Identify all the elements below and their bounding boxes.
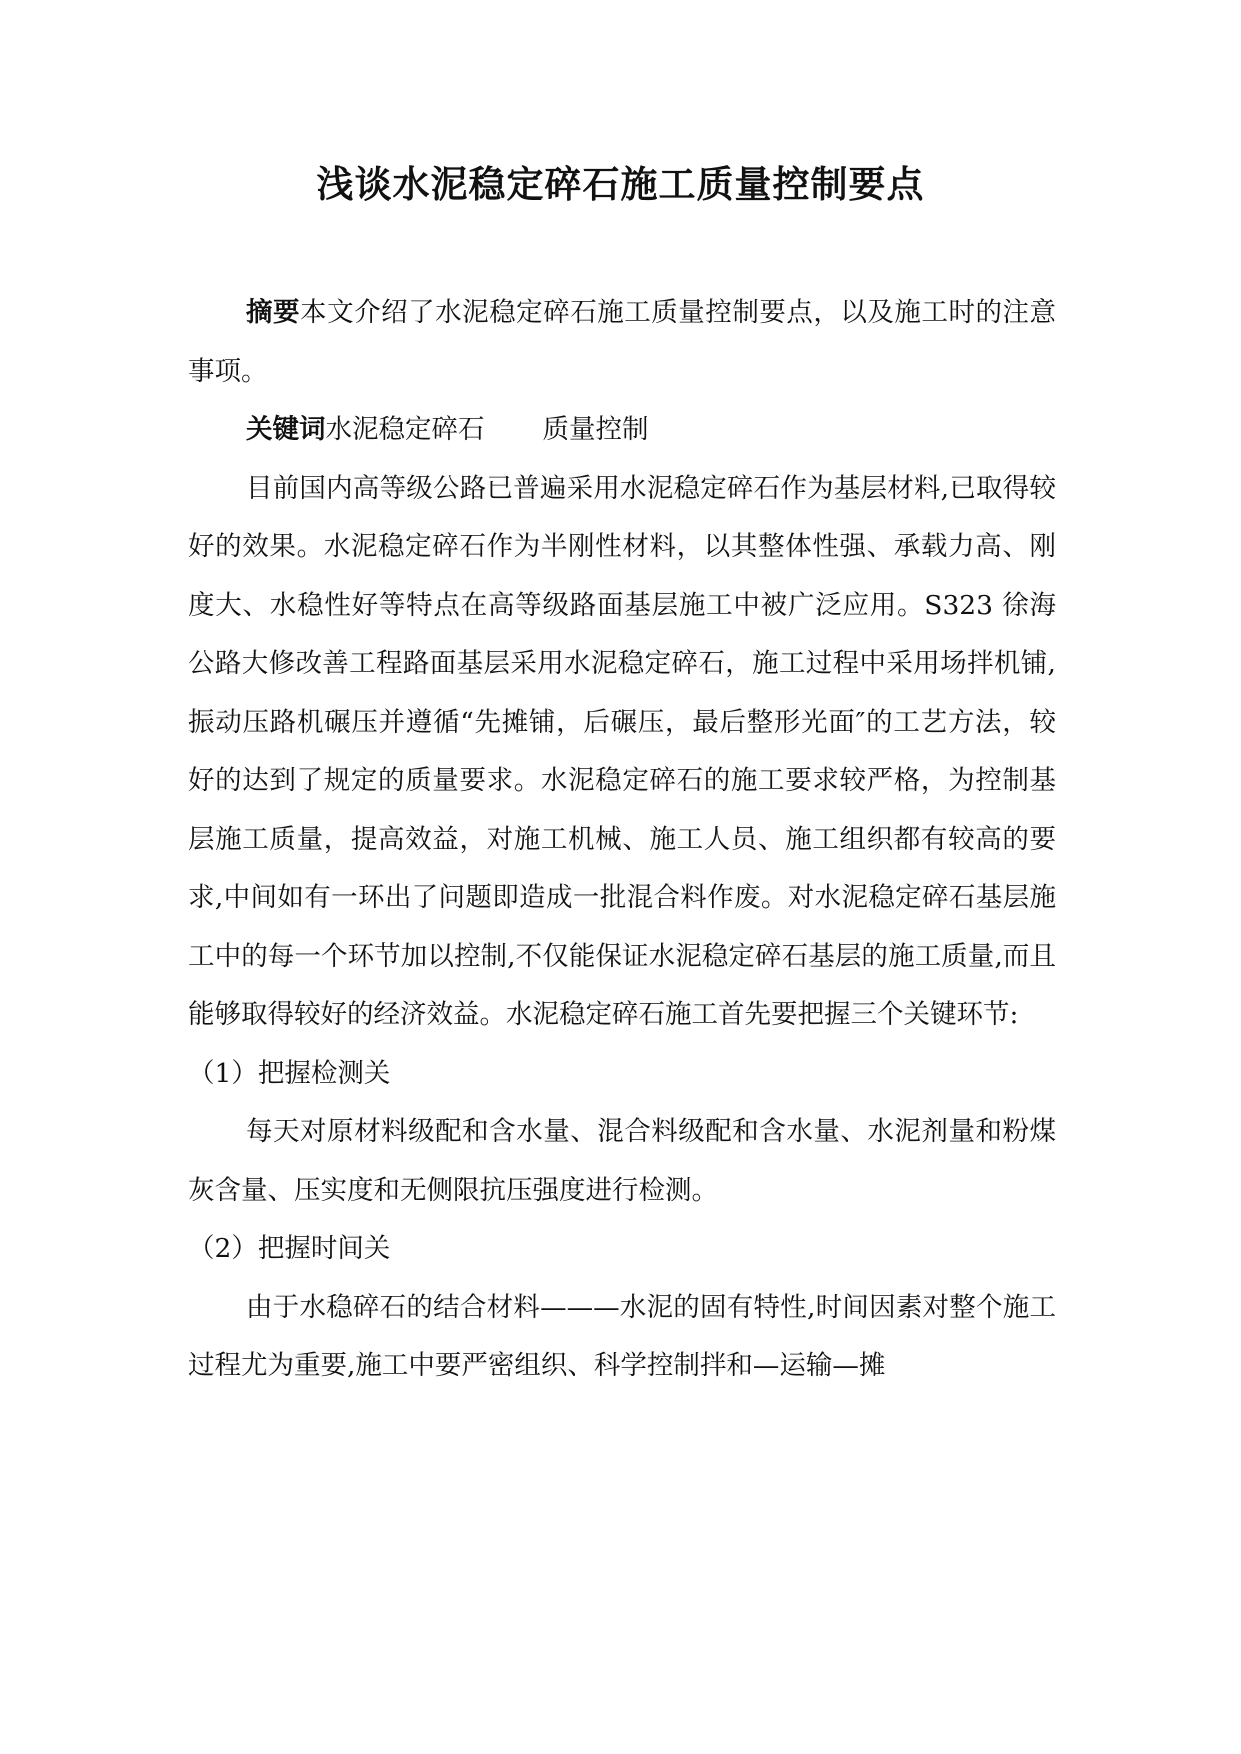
section-heading-1: （1）把握检测关	[188, 1057, 391, 1089]
keyword-item: 质量控制	[542, 414, 649, 445]
abstract-label: 摘要	[246, 297, 301, 328]
section-paragraph-1: 每天对原材料级配和含水量、混合料级配和含水量、水泥剂量和粉煤灰含量、压实度和无侧限抗压强度进行检测。	[188, 1116, 1056, 1206]
intro-paragraph: 目前国内高等级公路已普遍采用水泥稳定碎石作为基层材料,已取得较好的效果。水泥稳定碎石作为半刚性材料，以其整体性强、承载力高、刚度大、水稳性好等特点在高等级路面基层施工中被广泛应用。S323 徐海公路大修改善工程路面基层采用水泥稳定碎石，施工过程中采用场拌机铺,振动压路机碾压并遵循“先摊铺，后碾压，最后整形光面″的工艺方法，较好的达到了规定的质量要求。水泥稳定碎石的施工要求较严格，为控制基层施工质量，提高效益，对施工机械、施工人员、施工组织都有较高的要求,中间如有一环出了问题即造成一批混合料作废。对水泥稳定碎石基层施工中的每一个环节加以控制,不仅能保证水泥稳定碎石基层的施工质量,而且能够取得较好的经济效益。水泥稳定碎石施工首先要把握三个关键环节:	[188, 472, 1056, 1030]
document-body	[188, 284, 1056, 1396]
keywords-label: 关键词	[246, 414, 326, 445]
abstract-paragraph	[188, 284, 1056, 401]
section-paragraph-2: 由于水稳碎石的结合材料———水泥的固有特性,时间因素对整个施工过程尤为重要,施工中要严密组织、科学控制拌和—运输—摊	[188, 1291, 1056, 1381]
keyword-item: 水泥稳定碎石	[325, 414, 485, 445]
keywords-paragraph	[188, 401, 1056, 460]
section-heading-2: （2）把握时间关	[188, 1233, 391, 1264]
document-title: 浅谈水泥稳定碎石施工质量控制要点	[316, 162, 925, 206]
abstract-text: 本文介绍了水泥稳定碎石施工质量控制要点，以及施工时的注意事项。	[188, 297, 1057, 387]
